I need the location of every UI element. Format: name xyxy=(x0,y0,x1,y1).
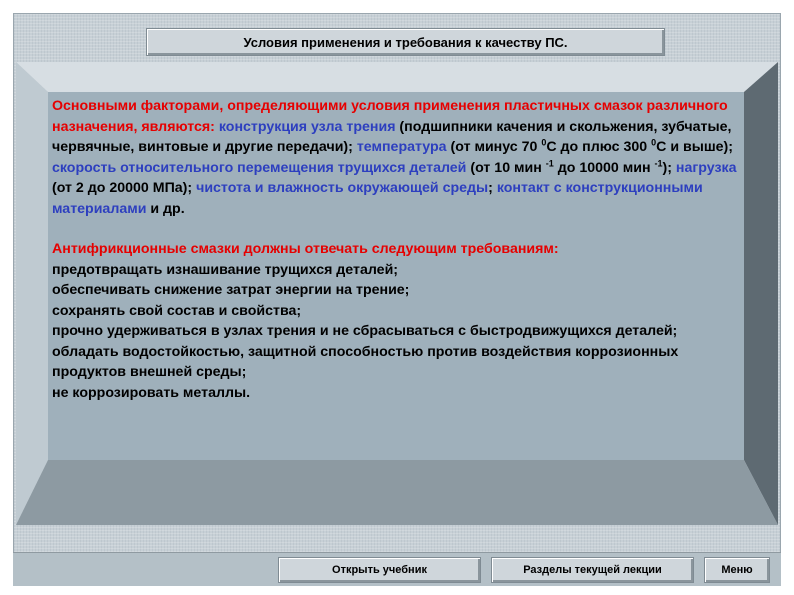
factor-speed: скорость относительного перемещения трущихся деталей xyxy=(52,159,467,176)
requirement-item: прочно удерживаться в узлах трения и не сбрасываться с быстродвижущихся деталей; xyxy=(52,323,678,339)
factor-materials: контакт с конструкционными материалами xyxy=(52,180,703,217)
factors-paragraph xyxy=(52,96,739,219)
temp-range-a: (от минус 70 xyxy=(450,139,542,155)
speed-range-c: ); xyxy=(662,159,672,176)
factors-tail: и др. xyxy=(150,200,185,217)
temp-sup-2: 0 xyxy=(651,137,657,148)
factor-temperature: температура xyxy=(356,139,447,155)
temp-sup-1: 0 xyxy=(541,137,547,148)
requirement-item: не коррозировать металлы. xyxy=(52,384,251,401)
lecture-sections-button[interactable]: Разделы текущей лекции xyxy=(491,557,694,583)
requirement-item: предотвращать изнашивание трущихся деталей; xyxy=(52,261,399,278)
factor-environment: чистота и влажность окружающей среды xyxy=(196,180,489,196)
load-range: (от 2 до 20000 МПа); xyxy=(52,180,193,196)
factor-friction-unit: конструкция узла трения xyxy=(218,118,396,135)
menu-button[interactable]: Меню xyxy=(704,557,770,583)
factor-load: нагрузка xyxy=(675,159,737,176)
slide-title: Условия применения и требования к качеству ПС. xyxy=(146,28,665,56)
speed-range-b: до 10000 мин xyxy=(553,159,655,176)
open-textbook-button[interactable]: Открыть учебник xyxy=(278,557,481,583)
requirements-heading: Антифрикционные смазки должны отвечать следующим требованиям: xyxy=(52,241,559,257)
factors-intro: Основными факторами, определяющими условия применения пластичных смазок различного назначения, являются: xyxy=(52,98,728,135)
requirement-item: сохранять свой состав и свойства; xyxy=(52,302,302,319)
requirement-item: обладать водостойкостью, защитной способностью против воздействия коррозионных продуктов внешней среды; xyxy=(52,343,679,380)
requirement-item: обеспечивать снижение затрат энергии на трение; xyxy=(52,282,410,298)
factor-friction-unit-detail: (подшипники качения и скольжения, зубчатые, червячные, винтовые и другие передачи); xyxy=(52,118,732,155)
requirements-paragraph xyxy=(52,239,739,403)
speed-sup-2: -1 xyxy=(654,157,663,168)
speed-sup-1: -1 xyxy=(545,157,554,168)
speed-range-a: (от 10 мин xyxy=(470,159,546,176)
content-panel xyxy=(48,92,743,460)
temp-range-c: С и выше); xyxy=(656,139,733,155)
temp-range-b: С до плюс 300 xyxy=(546,139,652,155)
factor-separator: ; xyxy=(488,180,493,196)
